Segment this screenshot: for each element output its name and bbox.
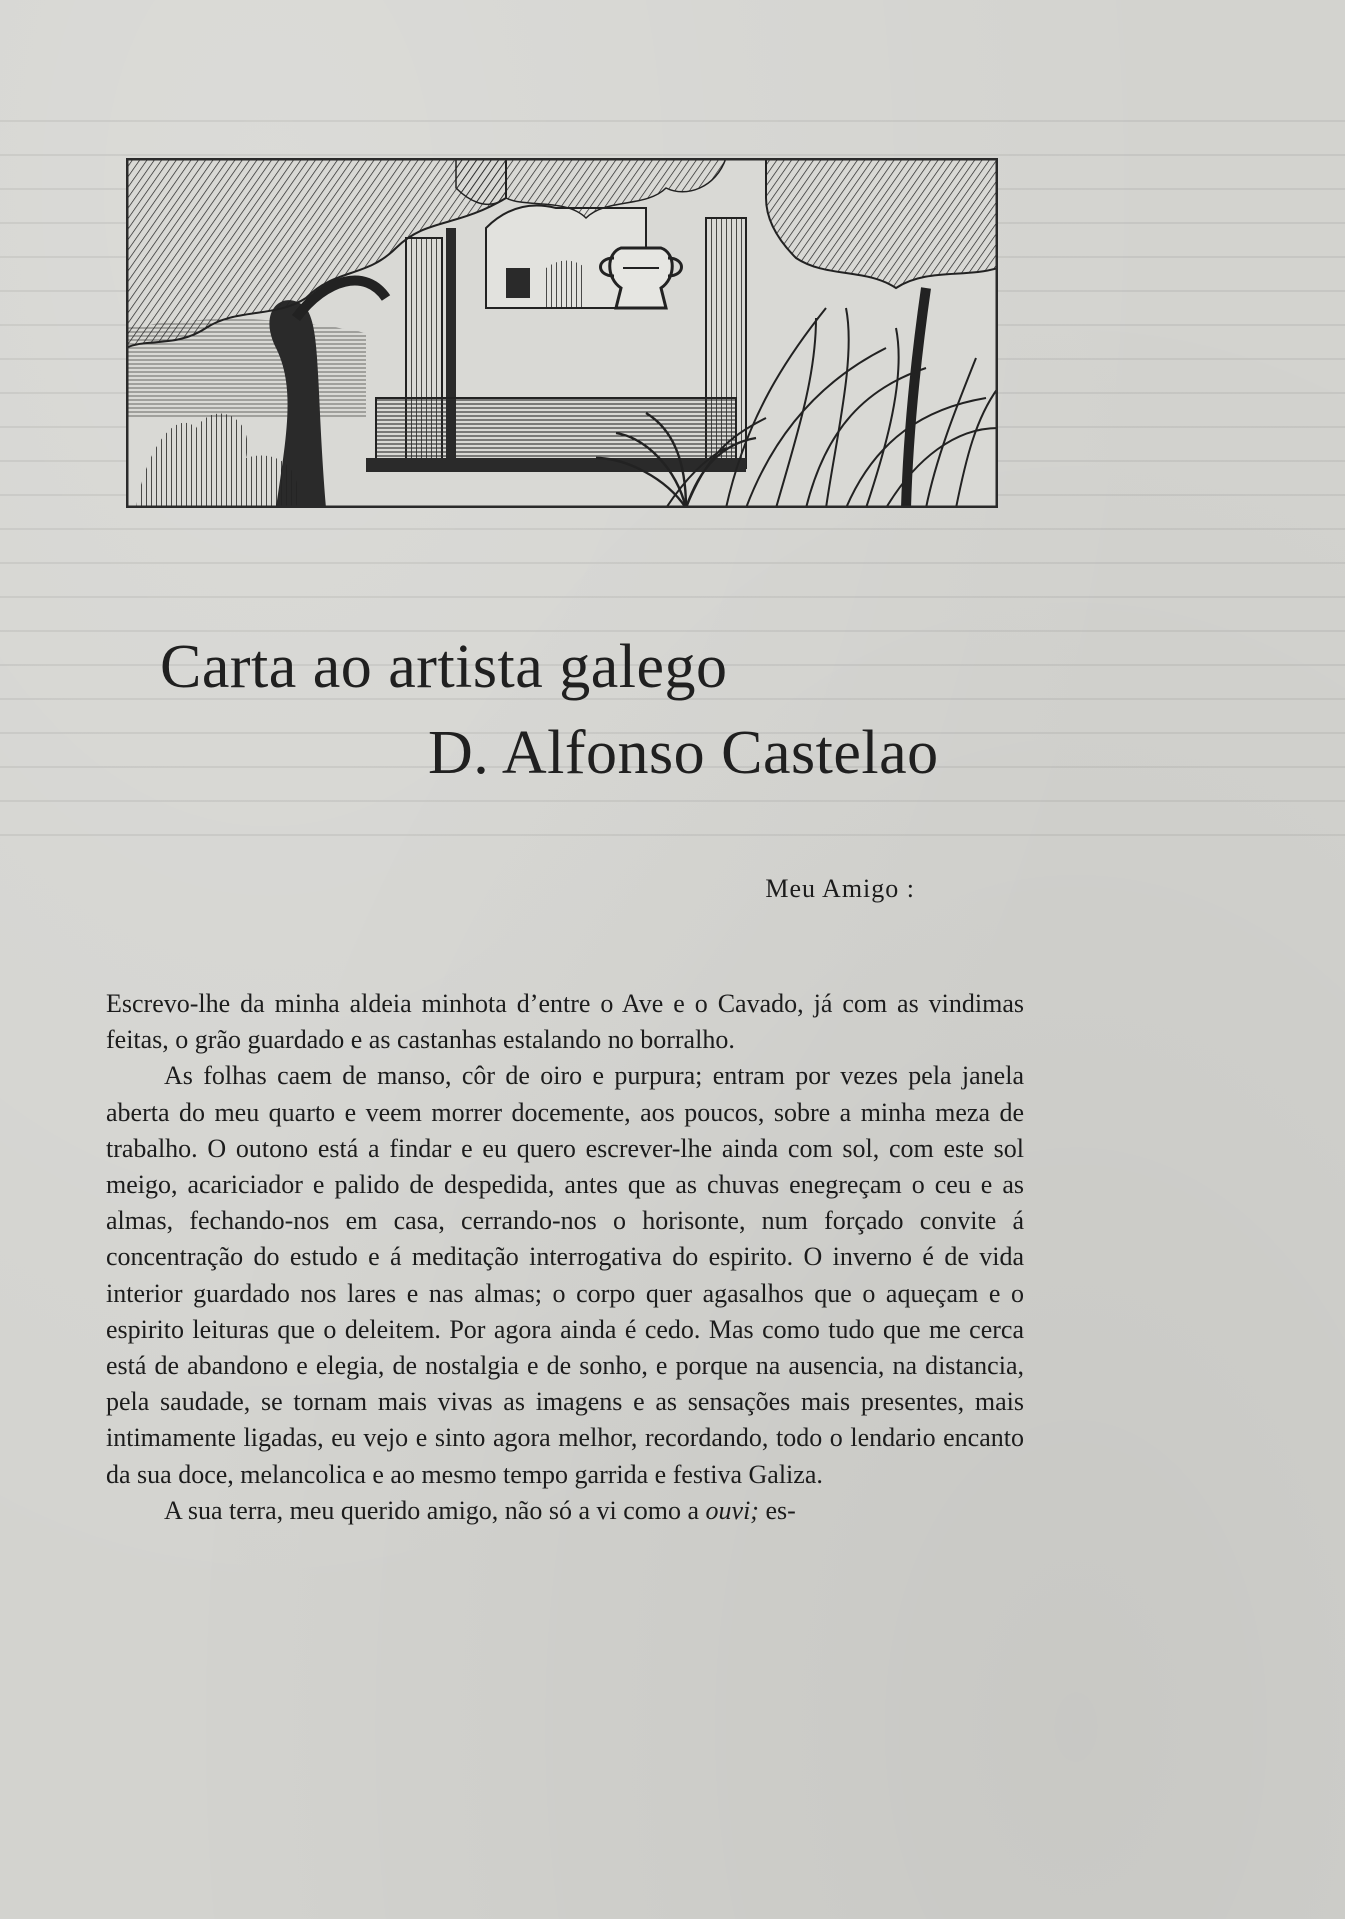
woodcut-illustration (126, 158, 998, 508)
woodcut-garden-scene-image (126, 158, 998, 508)
paragraph-1: Escrevo-lhe da minha aldeia minhota d’entre o Ave e o Cavado, já com as vindimas feitas, o grão guardado e as castanhas estalando no borralho. (106, 989, 1024, 1055)
paragraph-3-start (106, 1493, 1024, 1529)
paragraph-3-italic: ouvi; (705, 1495, 759, 1525)
title-line-1: Carta ao artista galego (160, 633, 728, 701)
paragraph-2: As folhas caem de manso, côr de oiro e purpura; entram por vezes pela janela aberta do meu quarto e veem morrer docemente, aos poucos, sobre a minha meza de trabalho. O outono está a findar e eu quero escrever-lhe ainda com sol, com este sol meigo, acariciador e palido de despedida, antes que as chuvas enegreçam o ceu e as almas, fechando-nos em casa, cerrando-nos o horisonte, num forçado convite á concentração do estudo e á meditação interrogativa do espirito. O inverno é de vida interior guardado nos lares e nas almas; o corpo quer agasalhos que o aqueçam e o espirito leituras que o deleitem. Por agora ainda é cedo. Mas como tudo que me cerca está de abandono e elegia, de nostalgia e de sonho, e porque na ausencia, na distancia, pela saudade, se tornam mais vivas as imagens e as sensações mais presentes, mais intimamente ligadas, eu vejo e sinto agora melhor, recordando, todo o lendario encanto da sua doce, melancolica e ao mesmo tempo garrida e festiva Galiza. (106, 1061, 1024, 1489)
salutation: Meu Amigo : (765, 874, 915, 903)
letter-body (106, 986, 1024, 1529)
paragraph-3-prefix: A sua terra, meu querido amigo, não só a vi como a (164, 1495, 706, 1525)
paragraph-3-suffix: es- (758, 1495, 796, 1525)
title-line-2: D. Alfonso Castelao (428, 719, 939, 787)
